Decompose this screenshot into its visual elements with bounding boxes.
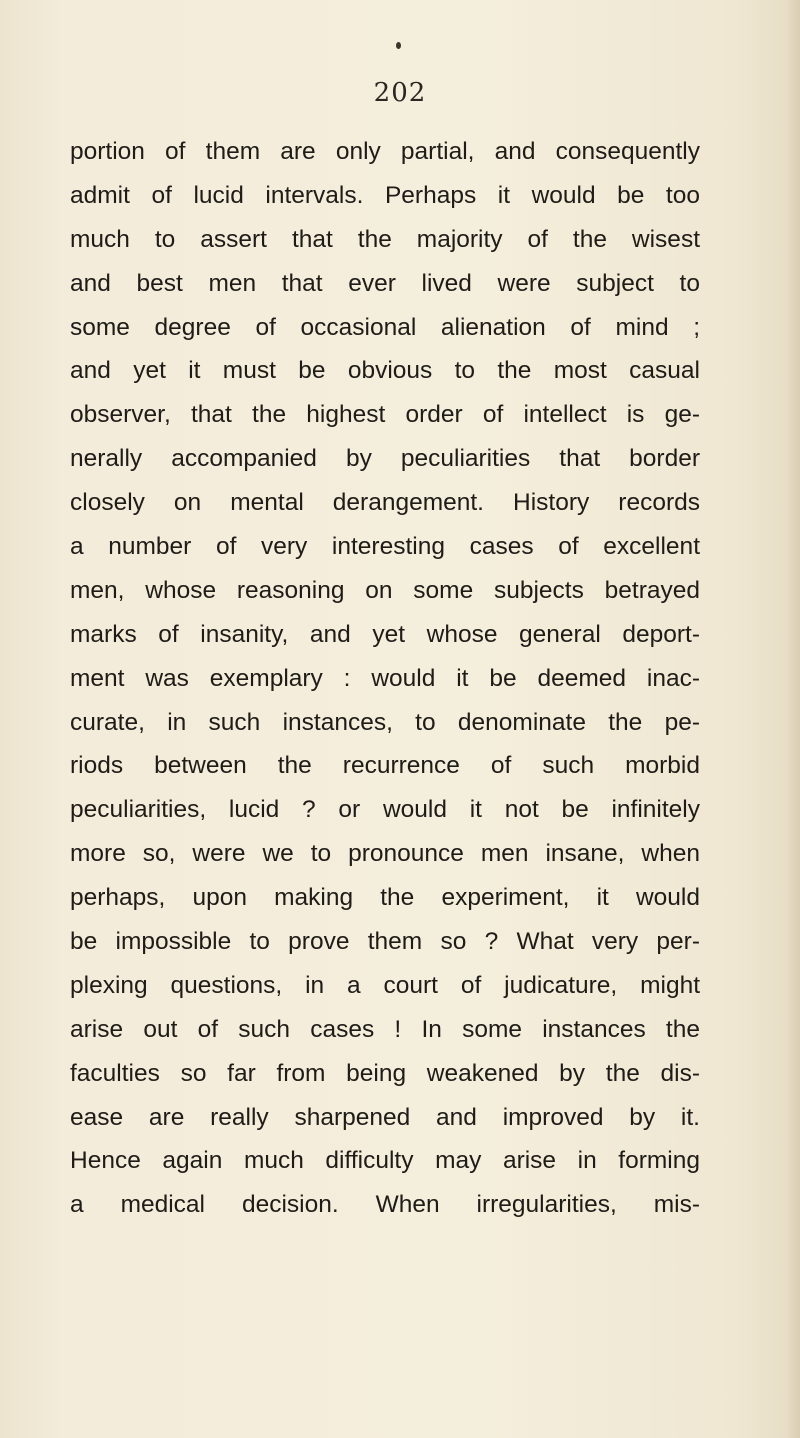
text-line: a number of very interesting cases of excellent (70, 533, 700, 561)
text-line: a medical decision. When irregularities, mis- (70, 1191, 700, 1219)
text-line: peculiarities, lucid ? or would it not be infinitely (70, 796, 700, 824)
body-text (70, 130, 700, 1227)
text-line: much to assert that the majority of the wisest (70, 225, 700, 253)
text-line: observer, that the highest order of intellect is ge- (70, 401, 700, 429)
text-line: perhaps, upon making the experiment, it would (70, 884, 700, 912)
text-line: and yet it must be obvious to the most casual (70, 357, 700, 385)
text-line: admit of lucid intervals. Perhaps it would be too (70, 181, 700, 209)
text-line: some degree of occasional alienation of mind ; (70, 313, 700, 341)
text-line: more so, were we to pronounce men insane, when (70, 840, 700, 868)
text-line: men, whose reasoning on some subjects betrayed (70, 576, 700, 604)
page-number: 202 (373, 78, 427, 108)
text-line: nerally accompanied by peculiarities that border (70, 445, 700, 473)
ink-speck (396, 42, 401, 49)
text-line: ease are really sharpened and improved by it. (70, 1103, 700, 1131)
text-line: curate, in such instances, to denominate the pe- (70, 708, 700, 736)
text-line: riods between the recurrence of such morbid (70, 752, 700, 780)
text-line: and best men that ever lived were subject to (70, 269, 700, 297)
text-line: faculties so far from being weakened by the dis- (70, 1059, 700, 1087)
text-line: marks of insanity, and yet whose general deport- (70, 620, 700, 648)
text-line: closely on mental derangement. History records (70, 489, 700, 517)
text-line: be impossible to prove them so ? What very per- (70, 928, 700, 956)
text-line: portion of them are only partial, and consequently (70, 138, 700, 165)
text-line: ment was exemplary : would it be deemed inac- (70, 664, 700, 692)
text-line: arise out of such cases ! In some instances the (70, 1015, 700, 1043)
text-line: Hence again much difficulty may arise in forming (70, 1147, 700, 1175)
page-edge-shadow (786, 0, 800, 1438)
text-line: plexing questions, in a court of judicature, might (70, 971, 700, 999)
